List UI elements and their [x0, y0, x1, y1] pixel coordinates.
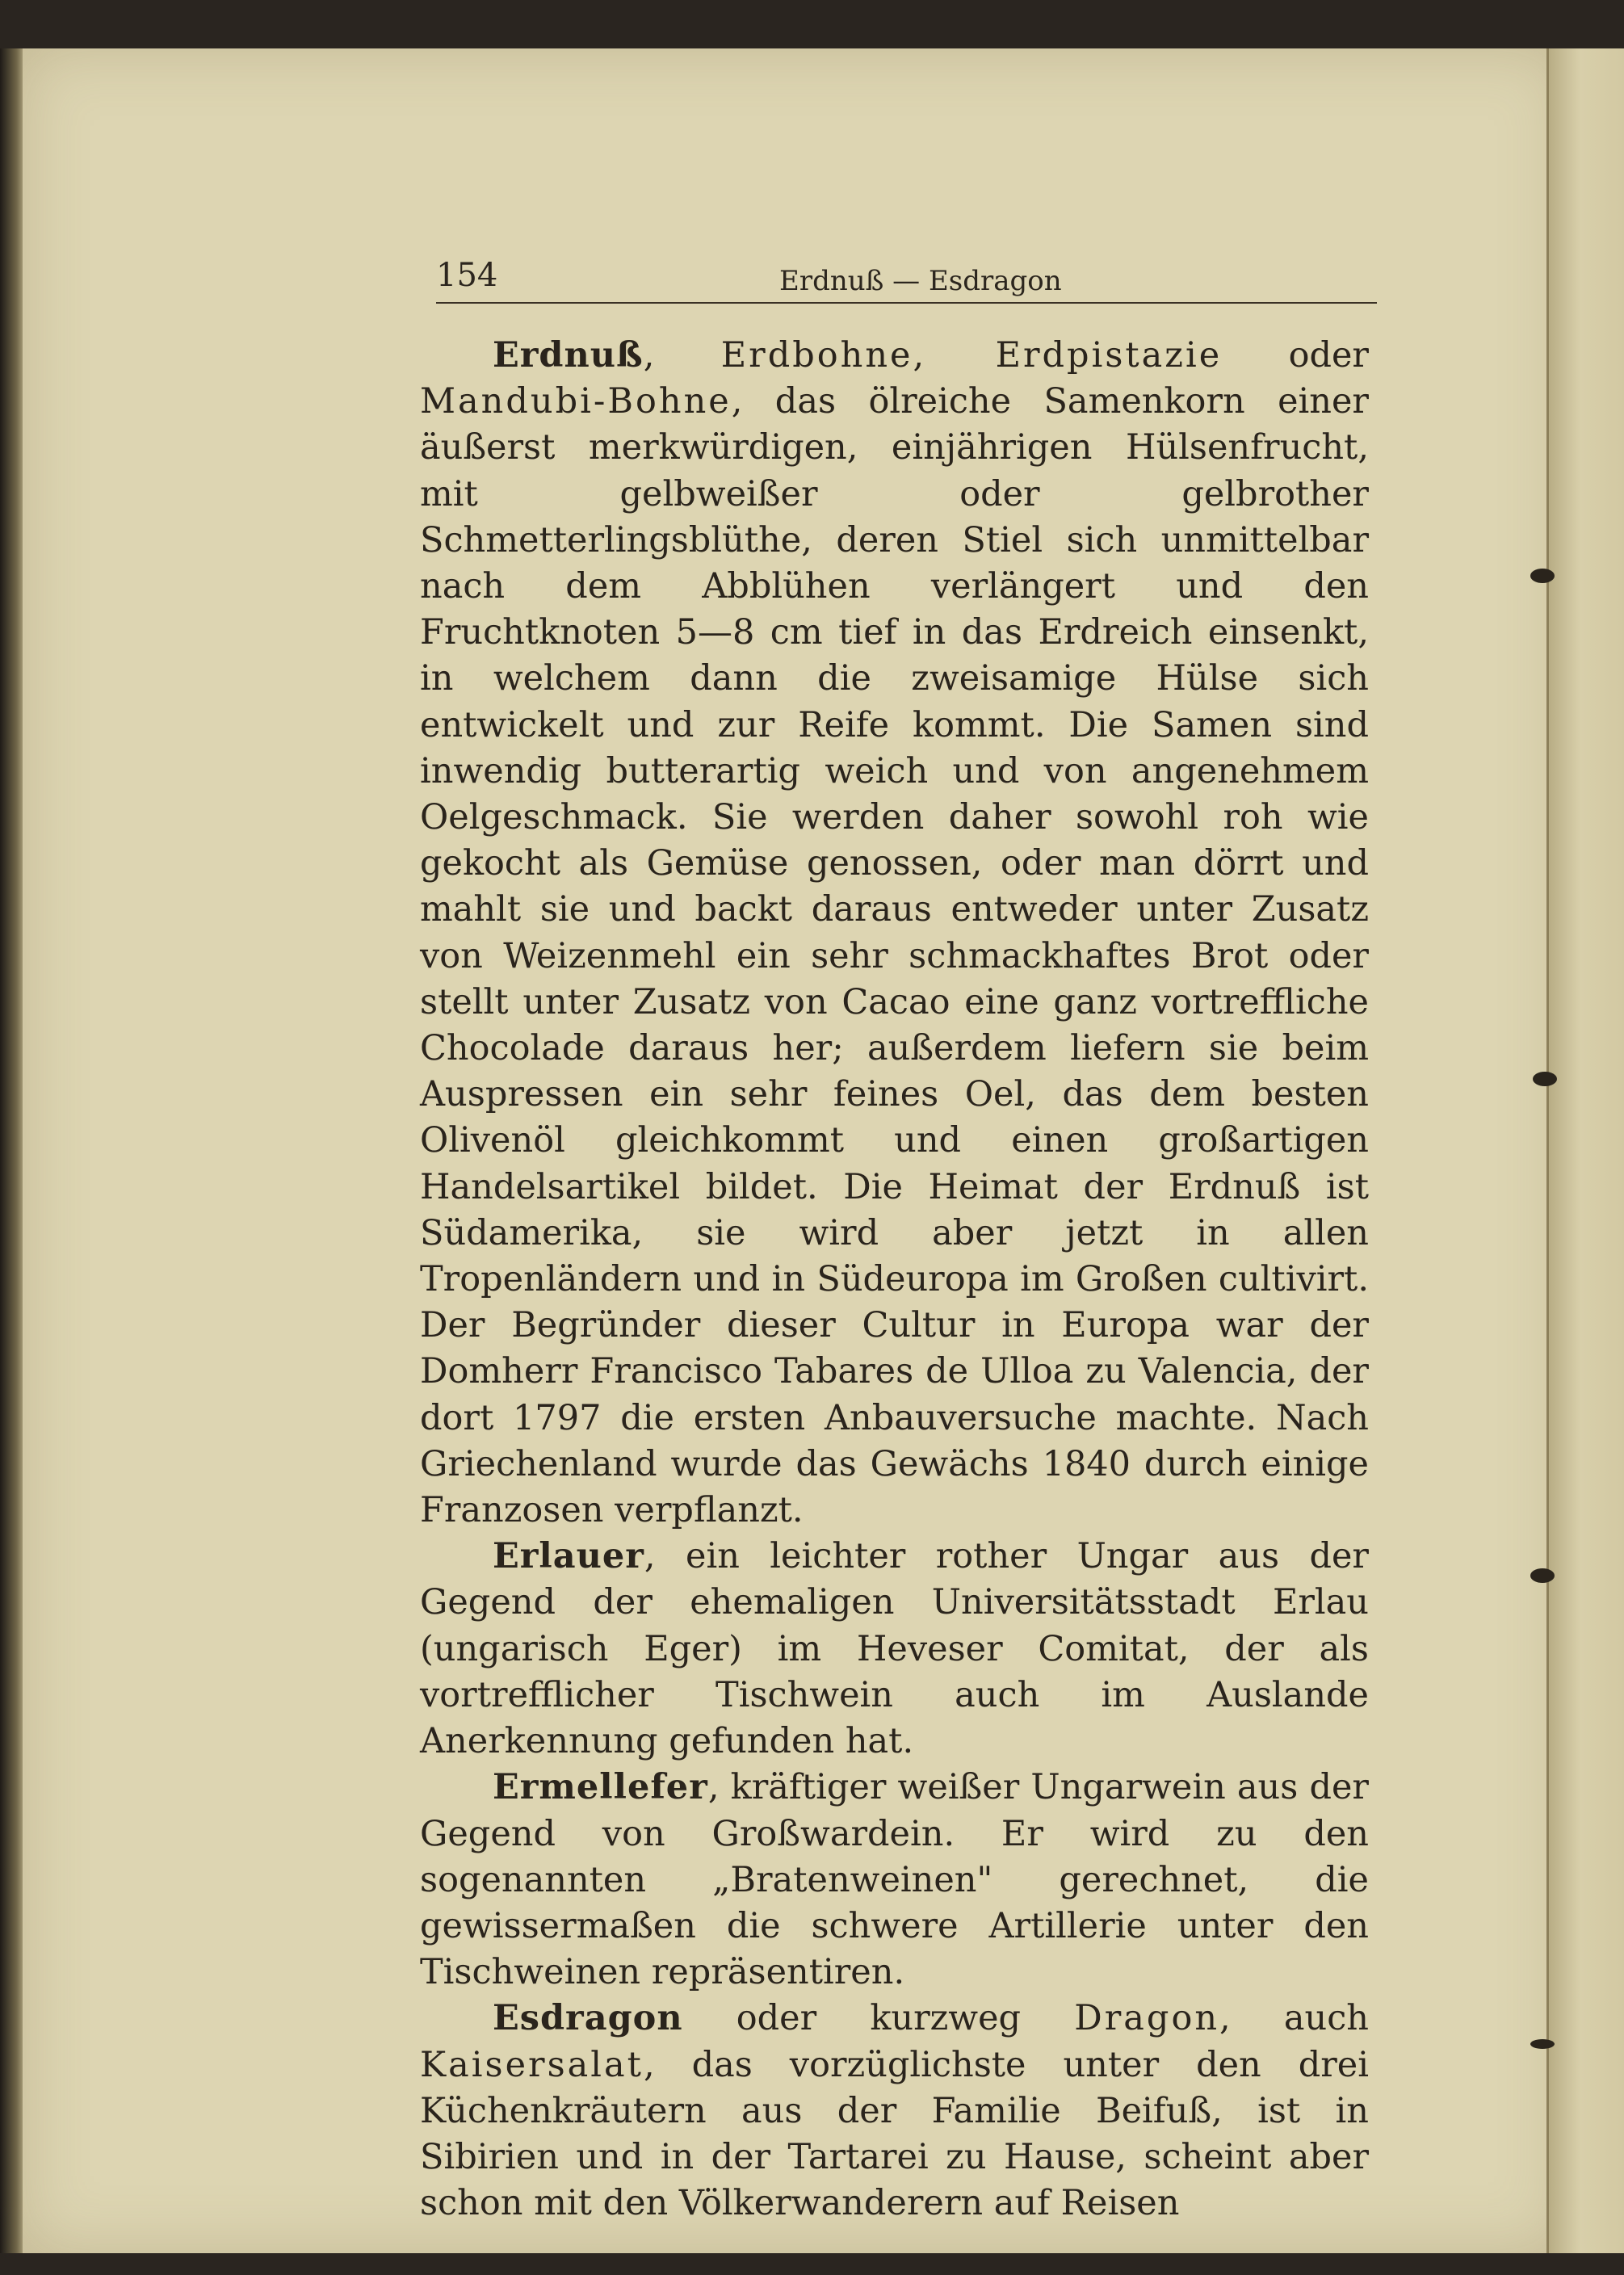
entry-body: , kräftiger weißer Ungarwein aus der Gegend von Großwardein. Er wird zu den sogenannten „Bratenweinen" gerechnet, die gewissermaßen die schwere Artillerie unter den Tischweinen repräsentiren. [420, 1767, 1369, 1993]
binding-mark [1530, 569, 1555, 583]
page-header [436, 257, 1377, 304]
entry-headword: Erlauer [493, 1536, 644, 1577]
entry-body: , das ölreiche Samenkorn einer äußerst merkwürdigen, einjährigen Hülsenfrucht, mit gelbweißer oder gelbrother Schmetterlingsblüthe, deren Stiel sich unmittelbar nach dem Abblühen verlängert und den Fruchtknoten 5—8 cm tief in das Erdreich einsenkt, in welchem dann die zweisamige Hülse sich entwickelt und zur Reife kommt. Die Samen sind inwendig butterartig weich und von angenehmem Oelgeschmack. Sie werden daher sowohl roh wie gekocht als Gemüse genossen, oder man dörrt und mahlt sie und backt daraus entweder unter Zusatz von Weizenmehl ein sehr schmackhaftes Brot oder stellt unter Zusatz von Cacao eine ganz vortreffliche Chocolade daraus her; außerdem liefern sie beim Auspressen ein sehr feines Oel, das dem besten Olivenöl gleichkommt und einen großartigen Handelsartikel bildet. Die Heimat der Erdnuß ist Südamerika, sie wird aber jetzt in allen Tropenländern und in Südeuropa im Großen cultivirt. Der Begründer dieser Cultur in Europa war der Domherr Francisco Tabares de Ulloa zu Valencia, der dort 1797 die ersten Anbauversuche machte. Nach Griechenland wurde das Gewächs 1840 durch einige Franzosen verpflanzt. [420, 381, 1369, 1531]
entry-headword: Esdragon [493, 1998, 683, 2039]
entry-alt-names: Dragon [1074, 1998, 1220, 2039]
entry-separator: oder [1222, 335, 1369, 376]
entry-paragraph [420, 333, 1369, 1534]
entry-headword: Erdnuß [493, 335, 644, 376]
binding-mark [1533, 1072, 1557, 1086]
entry-separator: oder kurzweg [682, 1998, 1075, 2039]
entry-alt-names: Mandubi-Bohne [420, 381, 732, 422]
page-number: 154 [436, 257, 498, 294]
entry-body: , das vorzüglichste unter den drei Küchenkräutern aus der Familie Beifuß, ist in Sibirien und in der Tartarei zu Hause, scheint aber schon mit den Völkerwanderern auf Reisen [420, 2044, 1369, 2224]
entry-separator: , [643, 335, 721, 376]
entry-headword: Ermellefer [493, 1767, 708, 1808]
entry-alt-names: Kaisersalat [420, 2044, 644, 2085]
binding-mark [1530, 1568, 1555, 1583]
entry-paragraph [420, 1534, 1369, 1765]
entry-body: , ein leichter rother Ungar aus der Gegend der ehemaligen Universitätsstadt Erlau (ungarisch Eger) im Heveser Comitat, der als vortrefflicher Tischwein auch im Auslande Anerkennung gefunden hat. [420, 1536, 1369, 1762]
entry-paragraph [420, 1996, 1369, 2227]
text-body [420, 333, 1369, 2227]
binding-mark [1530, 2039, 1555, 2049]
entry-paragraph [420, 1765, 1369, 1996]
running-title: Erdnuß — Esdragon [779, 265, 1062, 297]
entry-alt-names: Erdbohne, Erdpistazie [720, 335, 1223, 376]
next-page-edge [1546, 48, 1624, 2253]
entry-separator: , auch [1219, 1998, 1369, 2039]
